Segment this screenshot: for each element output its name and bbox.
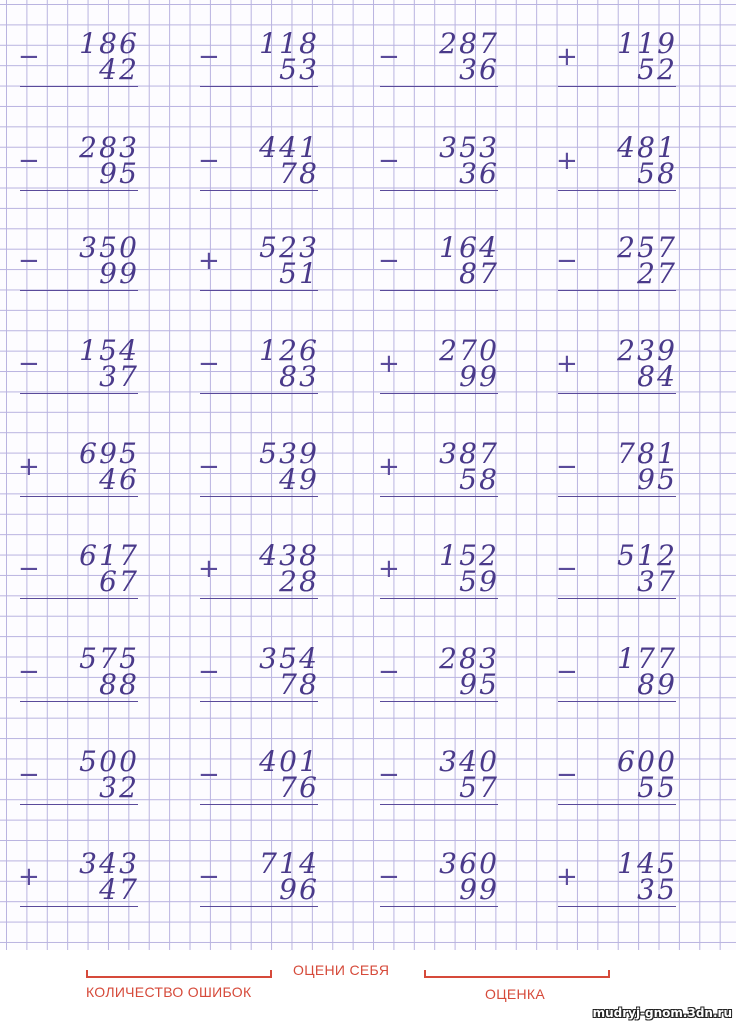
- problem-card: [18, 437, 138, 510]
- problem-card: [18, 642, 138, 715]
- subtrahend-number: 5 2: [637, 53, 675, 86]
- answer-line: [200, 906, 318, 907]
- minuend-number: 1 5 4: [79, 334, 137, 367]
- problem-card: [198, 847, 318, 920]
- problem-card: [198, 334, 318, 407]
- subtrahend-number: 7 6: [279, 771, 317, 804]
- plus-sign: +: [198, 246, 220, 276]
- subtrahend-number: 5 8: [637, 157, 675, 190]
- plus-sign: +: [556, 349, 578, 379]
- problem-card: [18, 231, 138, 304]
- problem-card: [378, 847, 498, 920]
- minuend-number: 1 8 6: [79, 27, 137, 60]
- subtrahend-number: 2 7: [637, 257, 675, 290]
- minuend-number: 1 4 5: [617, 847, 675, 880]
- answer-line: [20, 906, 138, 907]
- subtrahend-number: 8 4: [637, 360, 675, 393]
- minuend-number: 1 1 9: [617, 27, 675, 60]
- minuend-number: 7 1 4: [259, 847, 317, 880]
- problem-card: [556, 27, 676, 100]
- plus-sign: +: [556, 42, 578, 72]
- answer-line: [20, 496, 138, 497]
- problem-card: [198, 27, 318, 100]
- subtrahend-number: 8 3: [279, 360, 317, 393]
- subtrahend-number: 5 8: [459, 463, 497, 496]
- minuend-number: 2 8 3: [79, 131, 137, 164]
- subtrahend-number: 4 2: [99, 53, 137, 86]
- subtrahend-number: 3 2: [99, 771, 137, 804]
- answer-line: [558, 290, 676, 291]
- answer-line: [20, 598, 138, 599]
- problem-card: [556, 847, 676, 920]
- problem-card: [378, 131, 498, 204]
- minuend-number: 3 4 3: [79, 847, 137, 880]
- grade-label: ОЦЕНКА: [485, 986, 545, 1002]
- subtrahend-number: 5 9: [459, 565, 497, 598]
- minus-sign: −: [18, 146, 40, 176]
- minus-sign: −: [18, 42, 40, 72]
- plus-sign: +: [198, 554, 220, 584]
- answer-line: [558, 496, 676, 497]
- problem-card: [18, 131, 138, 204]
- minuend-number: 4 3 8: [259, 539, 317, 572]
- problem-card: [198, 745, 318, 818]
- problem-card: [198, 642, 318, 715]
- problem-card: [198, 437, 318, 510]
- problem-card: [18, 745, 138, 818]
- subtrahend-number: 3 7: [99, 360, 137, 393]
- minus-sign: −: [556, 760, 578, 790]
- minuend-number: 5 1 2: [617, 539, 675, 572]
- subtrahend-number: 9 5: [99, 157, 137, 190]
- subtrahend-number: 4 6: [99, 463, 137, 496]
- answer-line: [20, 190, 138, 191]
- subtrahend-number: 9 5: [637, 463, 675, 496]
- minuend-number: 6 1 7: [79, 539, 137, 572]
- problem-card: [198, 131, 318, 204]
- problem-card: [18, 27, 138, 100]
- minus-sign: −: [556, 246, 578, 276]
- subtrahend-number: 3 6: [459, 157, 497, 190]
- subtrahend-number: 5 7: [459, 771, 497, 804]
- answer-line: [558, 906, 676, 907]
- problem-card: [198, 539, 318, 612]
- minus-sign: −: [378, 657, 400, 687]
- minus-sign: −: [198, 862, 220, 892]
- minuend-number: 2 8 7: [439, 27, 497, 60]
- problem-card: [378, 334, 498, 407]
- answer-line: [380, 804, 498, 805]
- answer-line: [380, 290, 498, 291]
- subtrahend-number: 5 5: [637, 771, 675, 804]
- minuend-number: 3 5 0: [79, 231, 137, 264]
- answer-line: [200, 290, 318, 291]
- problem-card: [378, 539, 498, 612]
- minus-sign: −: [198, 349, 220, 379]
- errors-bracket: [86, 970, 272, 978]
- subtrahend-number: 3 5: [637, 873, 675, 906]
- subtrahend-number: 3 7: [637, 565, 675, 598]
- problem-card: [18, 847, 138, 920]
- minus-sign: −: [198, 657, 220, 687]
- problem-card: [556, 131, 676, 204]
- answer-line: [558, 393, 676, 394]
- minus-sign: −: [18, 760, 40, 790]
- minus-sign: −: [556, 554, 578, 584]
- answer-line: [200, 496, 318, 497]
- answer-line: [20, 290, 138, 291]
- site-watermark: mudryj-gnom.3dn.ru: [592, 1006, 732, 1020]
- minuend-number: 3 6 0: [439, 847, 497, 880]
- self-assess-label: ОЦЕНИ СЕБЯ: [293, 962, 390, 978]
- problem-card: [556, 539, 676, 612]
- answer-line: [200, 701, 318, 702]
- answer-line: [380, 906, 498, 907]
- minuend-number: 1 1 8: [259, 27, 317, 60]
- subtrahend-number: 7 8: [279, 668, 317, 701]
- answer-line: [558, 598, 676, 599]
- minus-sign: −: [378, 760, 400, 790]
- problem-card: [18, 334, 138, 407]
- minuend-number: 3 5 4: [259, 642, 317, 675]
- answer-line: [200, 393, 318, 394]
- minus-sign: −: [378, 862, 400, 892]
- answer-line: [200, 804, 318, 805]
- minuend-number: 3 5 3: [439, 131, 497, 164]
- minus-sign: −: [556, 657, 578, 687]
- minuend-number: 6 0 0: [617, 745, 675, 778]
- minus-sign: −: [198, 146, 220, 176]
- minuend-number: 2 8 3: [439, 642, 497, 675]
- answer-line: [380, 598, 498, 599]
- answer-line: [558, 701, 676, 702]
- minuend-number: 6 9 5: [79, 437, 137, 470]
- plus-sign: +: [556, 862, 578, 892]
- answer-line: [380, 393, 498, 394]
- subtrahend-number: 9 5: [459, 668, 497, 701]
- answer-line: [558, 804, 676, 805]
- minus-sign: −: [556, 452, 578, 482]
- answer-line: [20, 86, 138, 87]
- subtrahend-number: 3 6: [459, 53, 497, 86]
- subtrahend-number: 4 7: [99, 873, 137, 906]
- answer-line: [20, 701, 138, 702]
- minuend-number: 1 2 6: [259, 334, 317, 367]
- problem-card: [378, 27, 498, 100]
- minuend-number: 2 3 9: [617, 334, 675, 367]
- minuend-number: 2 7 0: [439, 334, 497, 367]
- answer-line: [558, 190, 676, 191]
- minus-sign: −: [18, 657, 40, 687]
- answer-line: [380, 86, 498, 87]
- problem-card: [556, 745, 676, 818]
- minuend-number: 1 6 4: [439, 231, 497, 264]
- answer-line: [20, 804, 138, 805]
- minuend-number: 2 5 7: [617, 231, 675, 264]
- problem-card: [18, 539, 138, 612]
- subtrahend-number: 6 7: [99, 565, 137, 598]
- minuend-number: 5 7 5: [79, 642, 137, 675]
- problem-card: [378, 642, 498, 715]
- minus-sign: −: [198, 760, 220, 790]
- errors-label: КОЛИЧЕСТВО ОШИБОК: [86, 984, 252, 1000]
- minus-sign: −: [378, 246, 400, 276]
- answer-line: [20, 393, 138, 394]
- answer-line: [200, 190, 318, 191]
- minus-sign: −: [18, 349, 40, 379]
- problem-card: [198, 231, 318, 304]
- problem-card: [378, 231, 498, 304]
- subtrahend-number: 5 1: [279, 257, 317, 290]
- minuend-number: 1 7 7: [617, 642, 675, 675]
- answer-line: [380, 190, 498, 191]
- minus-sign: −: [198, 452, 220, 482]
- minuend-number: 4 4 1: [259, 131, 317, 164]
- plus-sign: +: [378, 349, 400, 379]
- problem-card: [556, 334, 676, 407]
- plus-sign: +: [378, 554, 400, 584]
- subtrahend-number: 2 8: [279, 565, 317, 598]
- plus-sign: +: [18, 452, 40, 482]
- grade-bracket: [424, 970, 610, 978]
- minuend-number: 3 4 0: [439, 745, 497, 778]
- subtrahend-number: 5 3: [279, 53, 317, 86]
- plus-sign: +: [556, 146, 578, 176]
- minuend-number: 4 8 1: [617, 131, 675, 164]
- subtrahend-number: 8 8: [99, 668, 137, 701]
- minuend-number: 1 5 2: [439, 539, 497, 572]
- minus-sign: −: [198, 42, 220, 72]
- minuend-number: 3 8 7: [439, 437, 497, 470]
- minuend-number: 5 2 3: [259, 231, 317, 264]
- subtrahend-number: 4 9: [279, 463, 317, 496]
- answer-line: [558, 86, 676, 87]
- minuend-number: 7 8 1: [617, 437, 675, 470]
- problem-card: [556, 642, 676, 715]
- subtrahend-number: 9 9: [459, 360, 497, 393]
- subtrahend-number: 7 8: [279, 157, 317, 190]
- minuend-number: 5 3 9: [259, 437, 317, 470]
- plus-sign: +: [378, 452, 400, 482]
- minus-sign: −: [18, 246, 40, 276]
- problem-card: [556, 437, 676, 510]
- minuend-number: 5 0 0: [79, 745, 137, 778]
- minus-sign: −: [18, 554, 40, 584]
- problem-card: [378, 437, 498, 510]
- answer-line: [380, 496, 498, 497]
- minuend-number: 4 0 1: [259, 745, 317, 778]
- subtrahend-number: 8 7: [459, 257, 497, 290]
- answer-line: [200, 86, 318, 87]
- problem-card: [378, 745, 498, 818]
- subtrahend-number: 9 6: [279, 873, 317, 906]
- answer-line: [200, 598, 318, 599]
- answer-line: [380, 701, 498, 702]
- minus-sign: −: [378, 42, 400, 72]
- subtrahend-number: 9 9: [459, 873, 497, 906]
- minus-sign: −: [378, 146, 400, 176]
- subtrahend-number: 8 9: [637, 668, 675, 701]
- plus-sign: +: [18, 862, 40, 892]
- problem-card: [556, 231, 676, 304]
- subtrahend-number: 9 9: [99, 257, 137, 290]
